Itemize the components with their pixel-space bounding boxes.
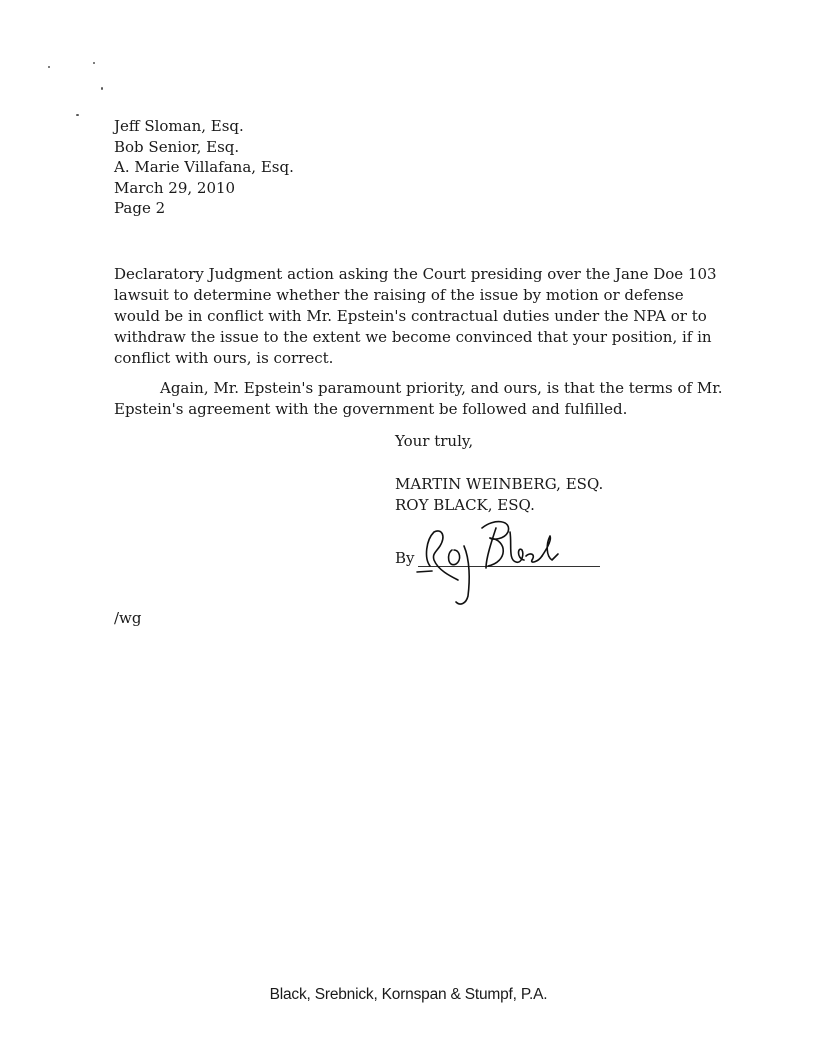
closing-salutation: Your truly, (395, 432, 474, 450)
recipient-block (114, 116, 294, 219)
by-label: By (395, 549, 415, 567)
typist-initials: /wg (114, 609, 142, 627)
recipient-line: A. Marie Villafana, Esq. (114, 158, 294, 176)
page-number: Page 2 (114, 199, 166, 217)
scan-speck (101, 87, 103, 90)
signer-block (395, 474, 603, 515)
scan-speck (48, 66, 50, 68)
scan-speck (76, 114, 79, 116)
recipient-line: Bob Senior, Esq. (114, 137, 240, 156)
recipient-line: Jeff Sloman, Esq. (114, 117, 244, 135)
firm-footer: Black, Srebnick, Kornspan & Stumpf, P.A. (269, 986, 548, 1003)
scan-speck (93, 62, 95, 64)
signer-name: ROY BLACK, ESQ. (395, 495, 535, 514)
handwritten-signature (412, 510, 582, 610)
signer-name: MARTIN WEINBERG, ESQ. (395, 475, 604, 493)
letter-date: March 29, 2010 (114, 178, 236, 197)
body-paragraph: Again, Mr. Epstein's paramount priority, and ours, is that the terms of Mr. Epstein's agreement with the government be followed and fulfilled. (114, 379, 723, 418)
body-paragraph: Declaratory Judgment action asking the Court presiding over the Jane Doe 103 lawsuit to determine whether the raising of the issue by motion or defense would be in conflict with Mr. Epstein's contractual duties under the NPA or to withdraw the issue to the extent we become convinced that your position, if in conflict with ours, is correct. (114, 265, 717, 367)
